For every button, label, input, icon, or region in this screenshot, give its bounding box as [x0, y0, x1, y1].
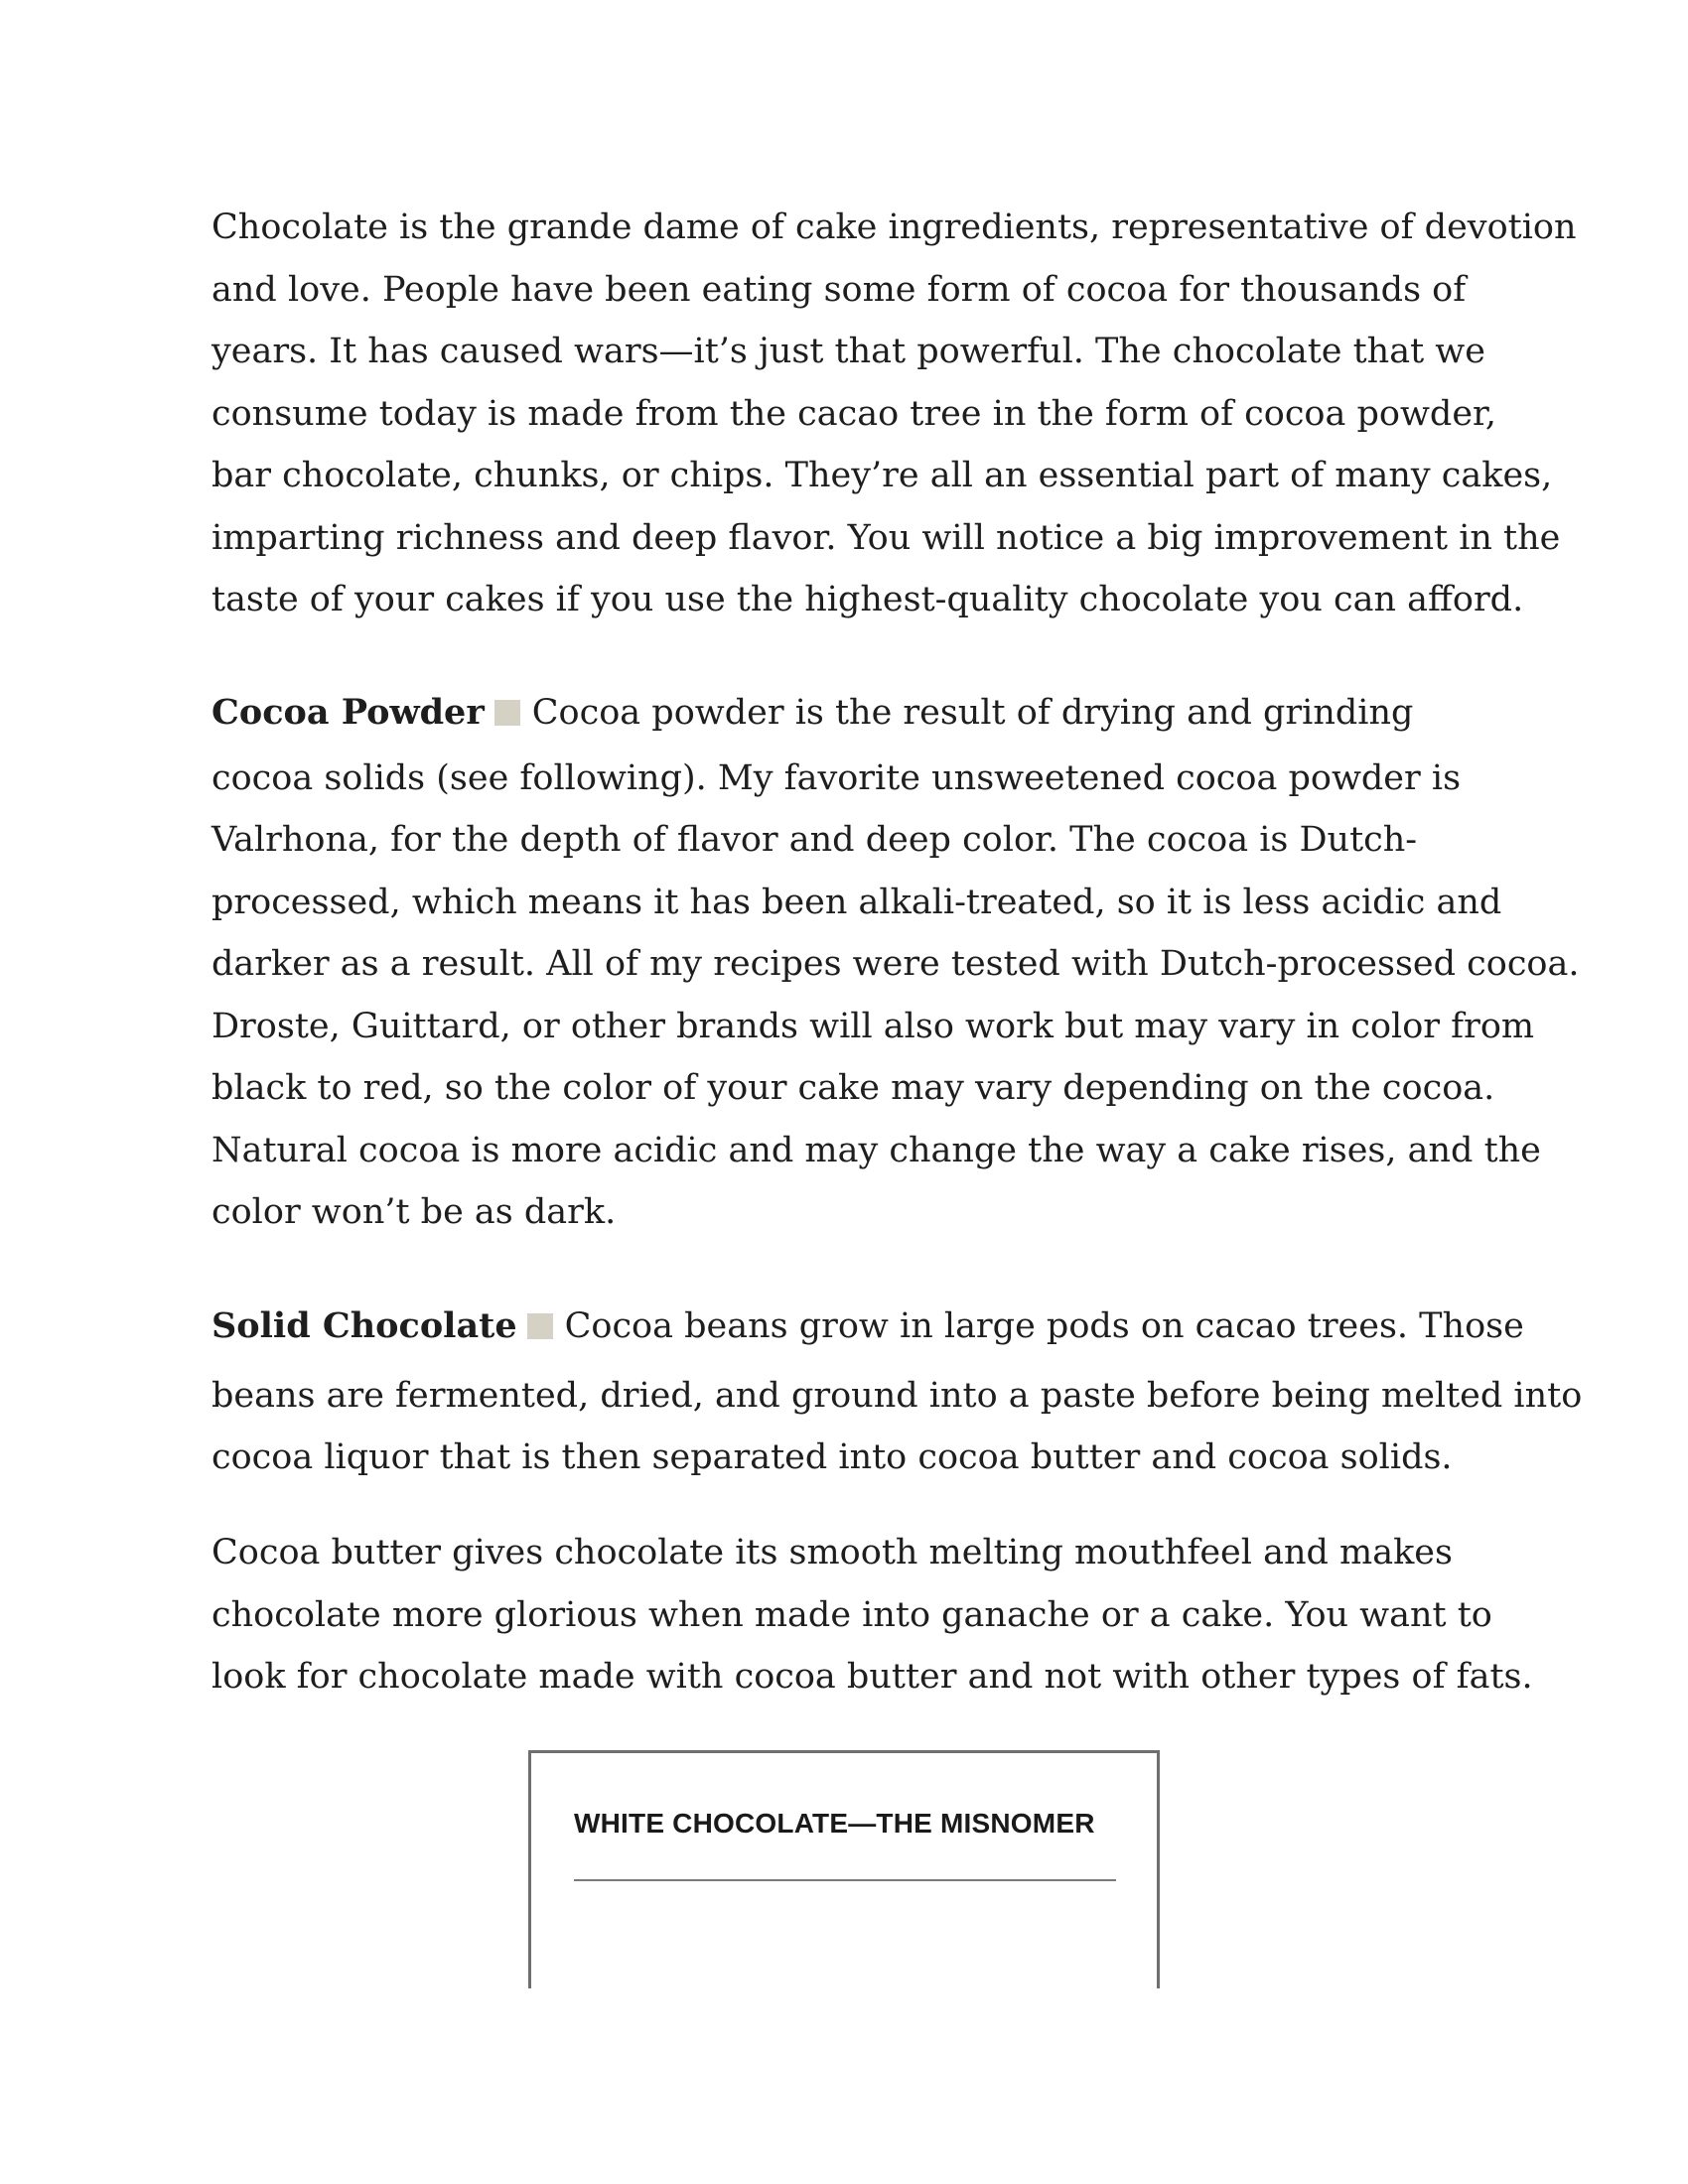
solid-chocolate-line: beans are fermented, dried, and ground into a paste before being melted into	[211, 1375, 1583, 1416]
cocoa-butter-paragraph	[211, 1522, 1533, 1708]
cocoa-powder-line: processed, which means it has been alkali-treated, so it is less acidic and	[211, 882, 1502, 922]
cocoa-butter-line: look for chocolate made with cocoa butter and not with other types of fats.	[211, 1657, 1533, 1697]
cocoa-powder-first-line	[211, 682, 1492, 745]
white-chocolate-sidebar	[528, 1750, 1160, 1988]
cocoa-powder-line: cocoa solids (see following). My favorite unsweetened cocoa powder is	[211, 757, 1462, 798]
cocoa-powder-line: Droste, Guittard, or other brands will also work but may vary in color from	[211, 1006, 1535, 1046]
cocoa-powder-lead: Cocoa powder is the result of drying and grinding	[531, 693, 1414, 733]
intro-line: bar chocolate, chunks, or chips. They’re all an essential part of many cakes,	[211, 456, 1553, 495]
intro-line: taste of your cakes if you use the highest-quality chocolate you can afford.	[211, 580, 1524, 619]
sidebar-title: WHITE CHOCOLATE—THE MISNOMER	[574, 1808, 1095, 1839]
cocoa-powder-paragraph	[211, 682, 1580, 1244]
sidebar-divider	[574, 1879, 1116, 1881]
solid-chocolate-first-line	[211, 1296, 1524, 1358]
cocoa-powder-line: darker as a result. All of my recipes were tested with Dutch-processed cocoa.	[211, 944, 1580, 984]
intro-line: consume today is made from the cacao tree in the form of cocoa powder,	[211, 393, 1497, 434]
solid-chocolate-lead: Cocoa beans grow in large pods on cacao trees. Those	[564, 1306, 1524, 1346]
cocoa-powder-line: black to red, so the color of your cake may vary depending on the cocoa.	[211, 1068, 1495, 1108]
solid-chocolate-line: cocoa liquor that is then separated into cocoa butter and cocoa solids.	[211, 1437, 1453, 1477]
intro-paragraph	[211, 197, 1577, 631]
cocoa-butter-line: Cocoa butter gives chocolate its smooth melting mouthfeel and makes	[211, 1533, 1453, 1572]
solid-chocolate-term: Solid Chocolate	[211, 1305, 517, 1346]
cocoa-powder-line: color won’t be as dark.	[211, 1192, 617, 1232]
cocoa-butter-line: chocolate more glorious when made into ganache or a cake. You want to	[211, 1594, 1492, 1635]
cocoa-powder-line: Valrhona, for the depth of flavor and deep color. The cocoa is Dutch-	[211, 820, 1418, 860]
intro-line: imparting richness and deep flavor. You will notice a big improvement in the	[211, 517, 1561, 558]
intro-line: years. It has caused wars—it’s just that powerful. The chocolate that we	[211, 332, 1485, 371]
cocoa-powder-term: Cocoa Powder	[211, 692, 485, 733]
section-marker-square	[527, 1313, 553, 1339]
section-marker-square	[494, 700, 520, 726]
intro-line: and love. People have been eating some form of cocoa for thousands of	[211, 269, 1467, 310]
cocoa-powder-line: Natural cocoa is more acidic and may change the way a cake rises, and the	[211, 1130, 1541, 1170]
intro-line: Chocolate is the grande dame of cake ingredients, representative of devotion	[211, 207, 1577, 247]
solid-chocolate-paragraph	[211, 1296, 1583, 1489]
